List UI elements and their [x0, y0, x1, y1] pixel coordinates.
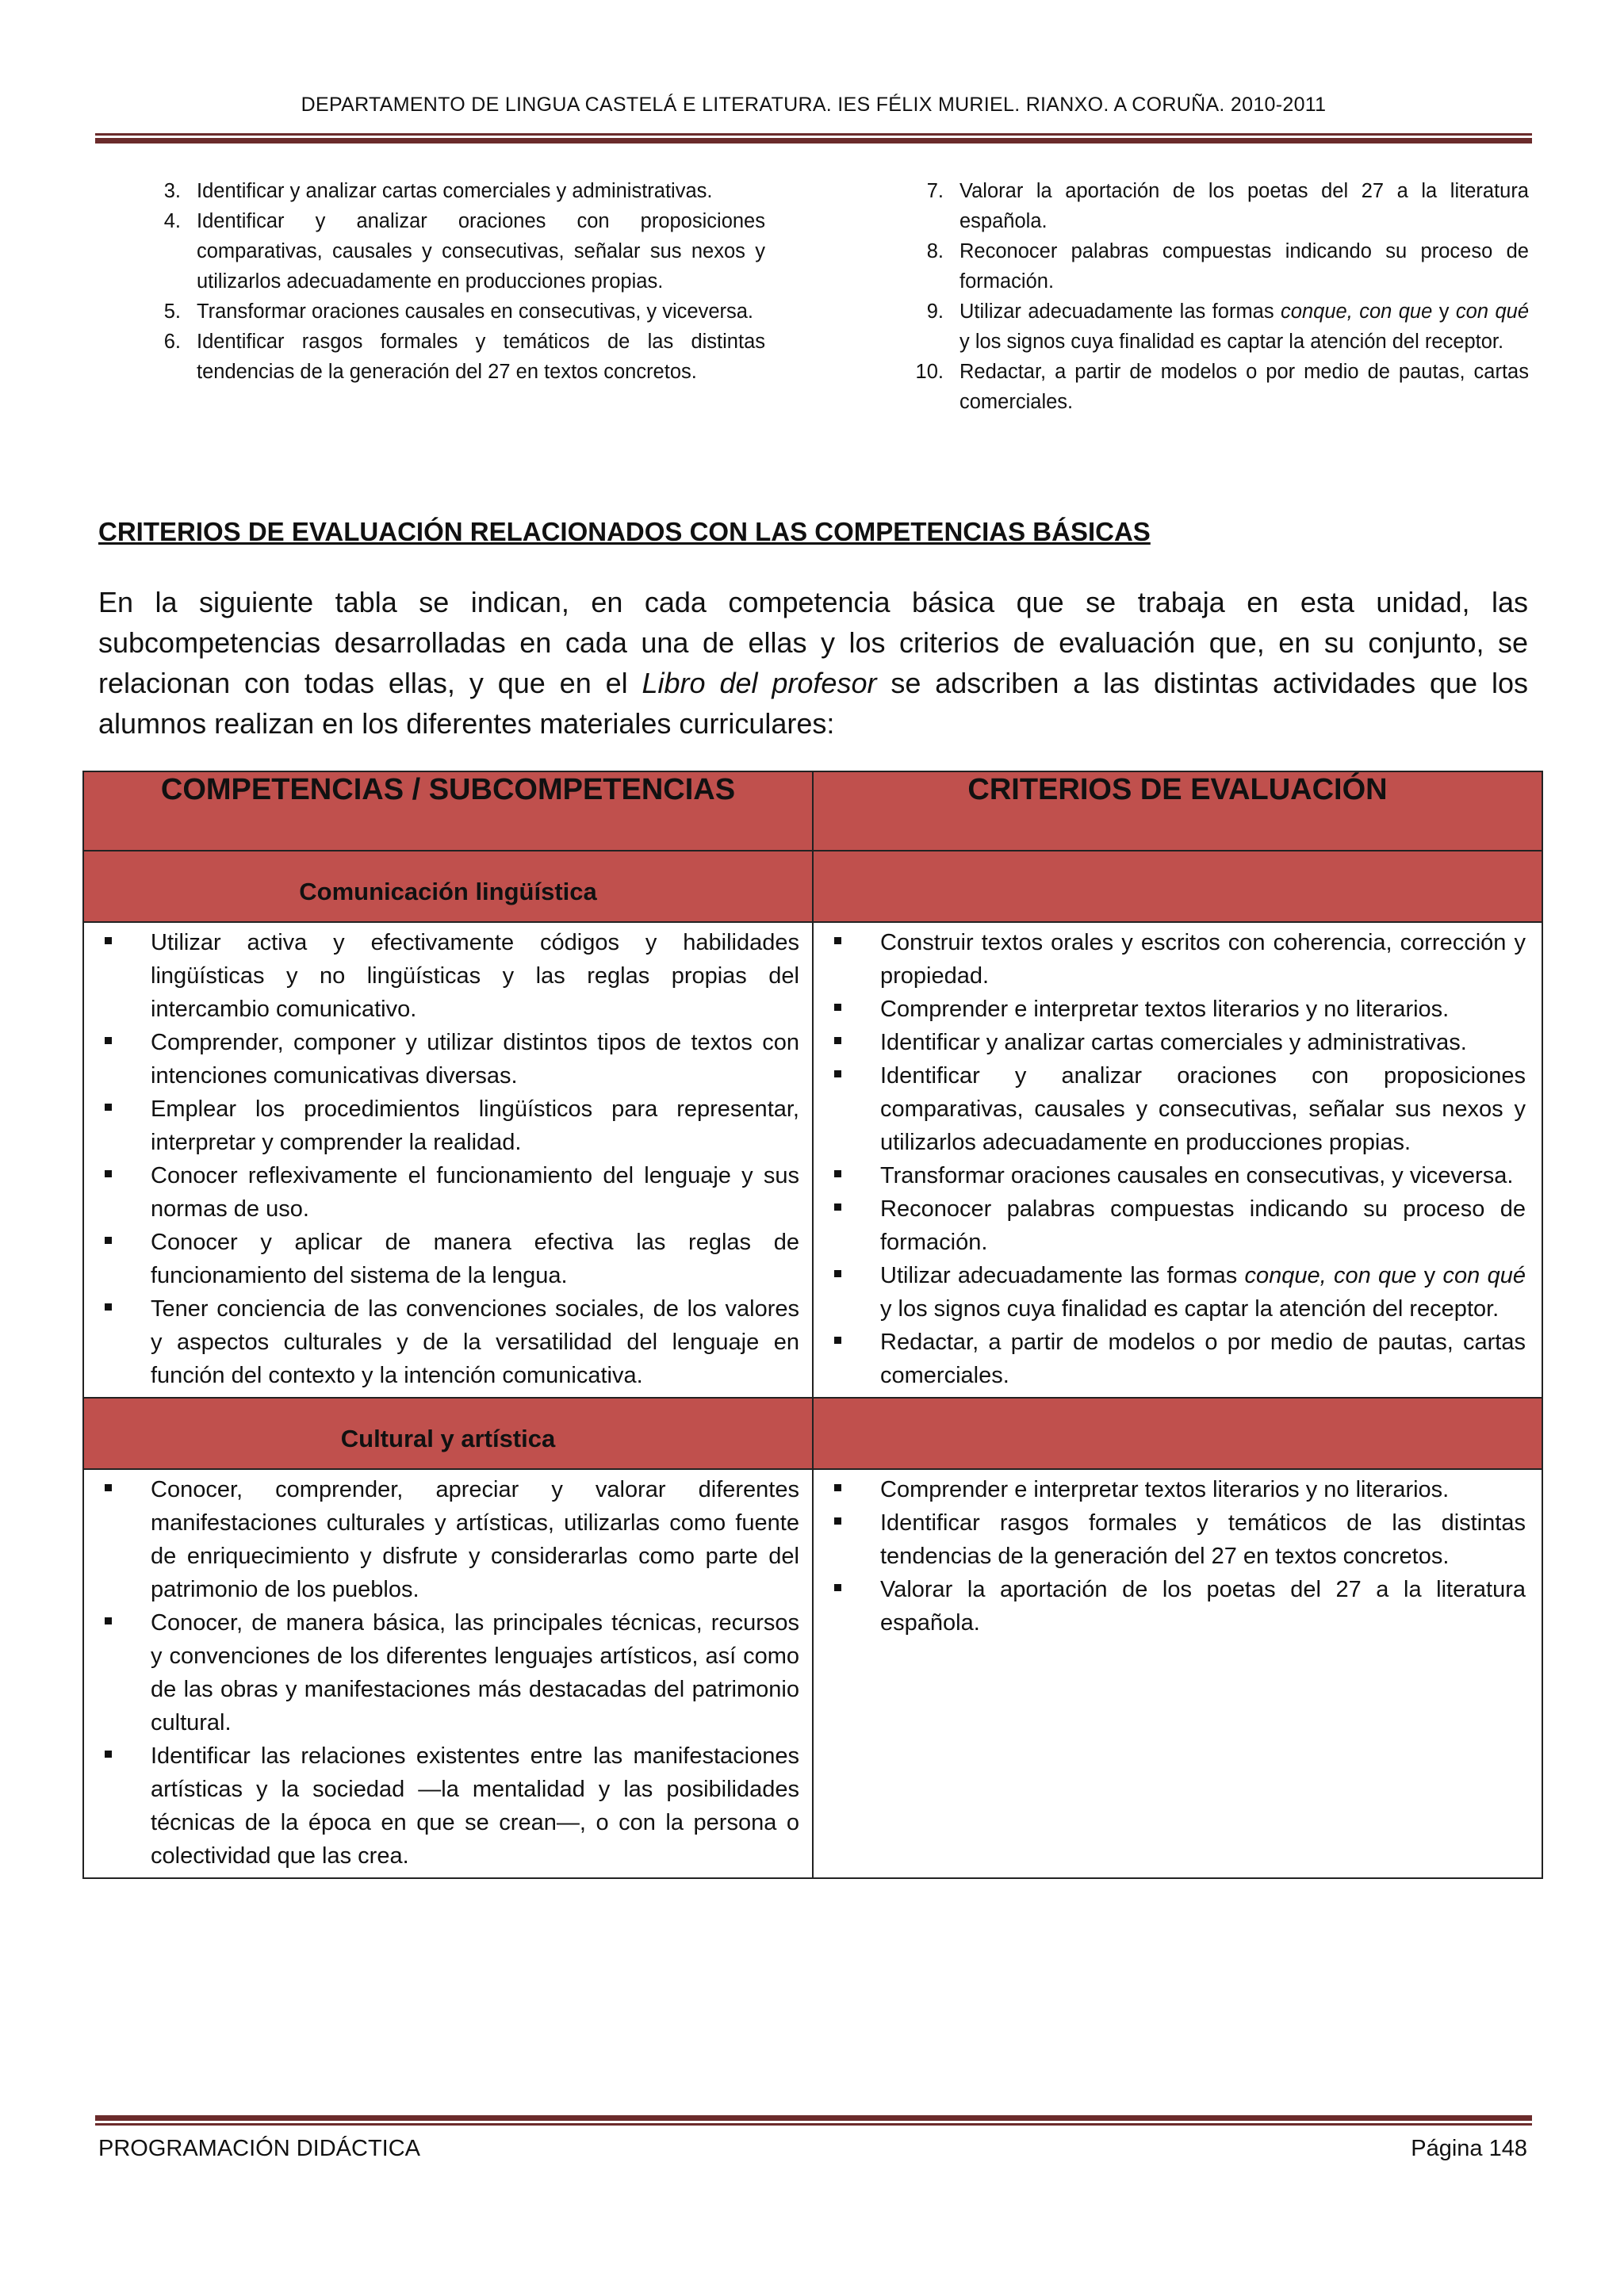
list-item: Transformar oraciones causales en consecutivas, y viceversa.: [825, 1159, 1526, 1192]
objective-text: Reconocer palabras compuestas indicando su proceso de formación.: [959, 240, 1529, 293]
list-item: Tener conciencia de las convenciones sociales, de los valores y aspectos culturales y de la versatilidad del lenguaje en función del contexto y la intención comunicativa.: [95, 1292, 799, 1392]
italic-term: con qué: [1455, 300, 1530, 323]
footer-rule: [95, 2115, 1532, 2126]
intro-paragraph: En la siguiente tabla se indican, en cada competencia básica que se trabaja en esta unidad, las subcompetencias desarrolladas en cada una de ellas y los criterios de evaluación que, en su conjunto, se relacionan con todas ellas, y que en el Libro del profesor se adscriben a las distintas actividades que los alumnos realizan en los diferentes materiales curriculares:: [98, 586, 1528, 740]
list-item: Conocer y aplicar de manera efectiva las reglas de funcionamiento del sistema de la lengua.: [95, 1226, 799, 1292]
list-item: Identificar y analizar oraciones con proposiciones comparativas, causales y consecutivas, señalar sus nexos y utilizarlos adecuadamente en producciones propias.: [825, 1059, 1526, 1159]
section-heading: CRITERIOS DE EVALUACIÓN RELACIONADOS CON LAS COMPETENCIAS BÁSICAS: [98, 517, 1151, 546]
group-title-cell: [83, 851, 813, 922]
objective-item: [143, 297, 765, 327]
table-header-row: [83, 771, 1542, 851]
footer-document-title: PROGRAMACIÓN DIDÁCTICA: [98, 2136, 421, 2161]
objectives-right-column: [904, 176, 1529, 417]
list-item: Comprender, componer y utilizar distintos tipos de textos con intenciones comunicativas diversas.: [95, 1026, 799, 1093]
list-item: Conocer, comprender, apreciar y valorar diferentes manifestaciones culturales y artísticas, utilizarlas como fuente de enriquecimiento y disfrute y considerarlas como parte del patrimonio de los pueblos.: [95, 1473, 799, 1606]
list-item: Comprender e interpretar textos literarios y no literarios.: [825, 993, 1526, 1026]
objective-item: [904, 357, 1529, 417]
group-content-row: [83, 1469, 1542, 1878]
objective-number: 8.: [926, 240, 944, 262]
criterios-list: [825, 926, 1526, 1392]
list-item: Identificar y analizar cartas comerciales y administrativas.: [825, 1026, 1526, 1059]
objective-text: Redactar, a partir de modelos o por medio de pautas, cartas comerciales.: [959, 361, 1529, 413]
objective-text: Identificar y analizar cartas comerciales y administrativas.: [197, 180, 713, 202]
list-item: Construir textos orales y escritos con coherencia, corrección y propiedad.: [825, 926, 1526, 993]
evaluation-table: [82, 771, 1543, 1879]
subcompetencias-cell: [83, 1469, 813, 1878]
italic-term: con qué: [1442, 1263, 1526, 1288]
book-title: Libro del profesor: [642, 667, 877, 699]
subcompetencias-list: [95, 926, 799, 1392]
criterios-cell: [813, 1469, 1542, 1878]
group-title: Comunicación lingüística: [299, 878, 597, 905]
criterios-cell: [813, 922, 1542, 1398]
italic-term: conque, con que: [1281, 300, 1433, 323]
page-header: DEPARTAMENTO DE LINGUA CASTELÁ E LITERATURA. IES FÉLIX MURIEL. RIANXO. A CORUÑA. 2010-2011: [301, 94, 1327, 116]
group-title-cell: [83, 1398, 813, 1469]
group-content-row: [83, 922, 1542, 1398]
list-item: Comprender e interpretar textos literarios y no literarios.: [825, 1473, 1526, 1506]
group-empty-cell: [813, 1398, 1542, 1469]
objective-item: [904, 236, 1529, 297]
objective-number: 4.: [163, 210, 181, 232]
column-header-competencias: COMPETENCIAS / SUBCOMPETENCIAS: [83, 771, 813, 851]
list-item: Identificar las relaciones existentes entre las manifestaciones artísticas y la sociedad —la mentalidad y las posibilidades técnicas de la época en que se crean—, o con la persona o colectividad que las crea.: [95, 1739, 799, 1873]
objective-item: [143, 206, 765, 297]
objectives-left-column: [143, 176, 765, 387]
group-empty-cell: [813, 851, 1542, 922]
subcompetencias-cell: [83, 922, 813, 1398]
objective-number: 5.: [163, 300, 181, 323]
objective-text: Utilizar adecuadamente las formas conque, con que y con qué y los signos cuya finalidad es captar la atención del receptor.: [959, 300, 1530, 353]
list-item: Reconocer palabras compuestas indicando su proceso de formación.: [825, 1192, 1526, 1259]
group-header-row: [83, 851, 1542, 922]
objective-item: [143, 176, 765, 206]
list-item: Conocer, de manera básica, las principales técnicas, recursos y convenciones de los diferentes lenguajes artísticos, así como de las obras y manifestaciones más destacadas del patrimonio cultural.: [95, 1606, 799, 1739]
column-header-criterios: CRITERIOS DE EVALUACIÓN: [813, 771, 1542, 851]
list-item: Conocer reflexivamente el funcionamiento del lenguaje y sus normas de uso.: [95, 1159, 799, 1226]
objective-item: [143, 327, 765, 387]
group-header-row: [83, 1398, 1542, 1469]
list-item: Valorar la aportación de los poetas del 27 a la literatura española.: [825, 1573, 1526, 1640]
objective-number: 9.: [926, 300, 944, 323]
group-title: Cultural y artística: [340, 1425, 556, 1452]
page-number: Página 148: [1411, 2136, 1527, 2161]
objective-item: [904, 176, 1529, 236]
subcompetencias-list: [95, 1473, 799, 1873]
objective-text: Identificar rasgos formales y temáticos de las distintas tendencias de la generación del 27 en textos concretos.: [197, 331, 765, 383]
list-item: Utilizar adecuadamente las formas conque, con que y con qué y los signos cuya finalidad es captar la atención del receptor.: [825, 1259, 1526, 1326]
objective-number: 10.: [915, 361, 944, 383]
objective-number: 3.: [163, 180, 181, 202]
list-item: Redactar, a partir de modelos o por medio de pautas, cartas comerciales.: [825, 1326, 1526, 1392]
objective-text: Identificar y analizar oraciones con proposiciones comparativas, causales y consecutivas, señalar sus nexos y utilizarlos adecuadamente en producciones propias.: [197, 210, 765, 293]
objective-number: 6.: [163, 331, 181, 353]
italic-term: conque, con que: [1244, 1263, 1417, 1288]
criterios-list: [825, 1473, 1526, 1640]
objective-number: 7.: [926, 180, 944, 202]
list-item: Utilizar activa y efectivamente códigos y habilidades lingüísticas y no lingüísticas y las reglas propias del intercambio comunicativo.: [95, 926, 799, 1026]
objective-text: Valorar la aportación de los poetas del 27 a la literatura española.: [959, 180, 1529, 232]
header-rule: [95, 133, 1532, 144]
objective-text: Transformar oraciones causales en consecutivas, y viceversa.: [197, 300, 754, 323]
objective-item: [904, 297, 1529, 357]
list-item: Emplear los procedimientos lingüísticos para representar, interpretar y comprender la realidad.: [95, 1093, 799, 1159]
list-item: Identificar rasgos formales y temáticos de las distintas tendencias de la generación del 27 en textos concretos.: [825, 1506, 1526, 1573]
